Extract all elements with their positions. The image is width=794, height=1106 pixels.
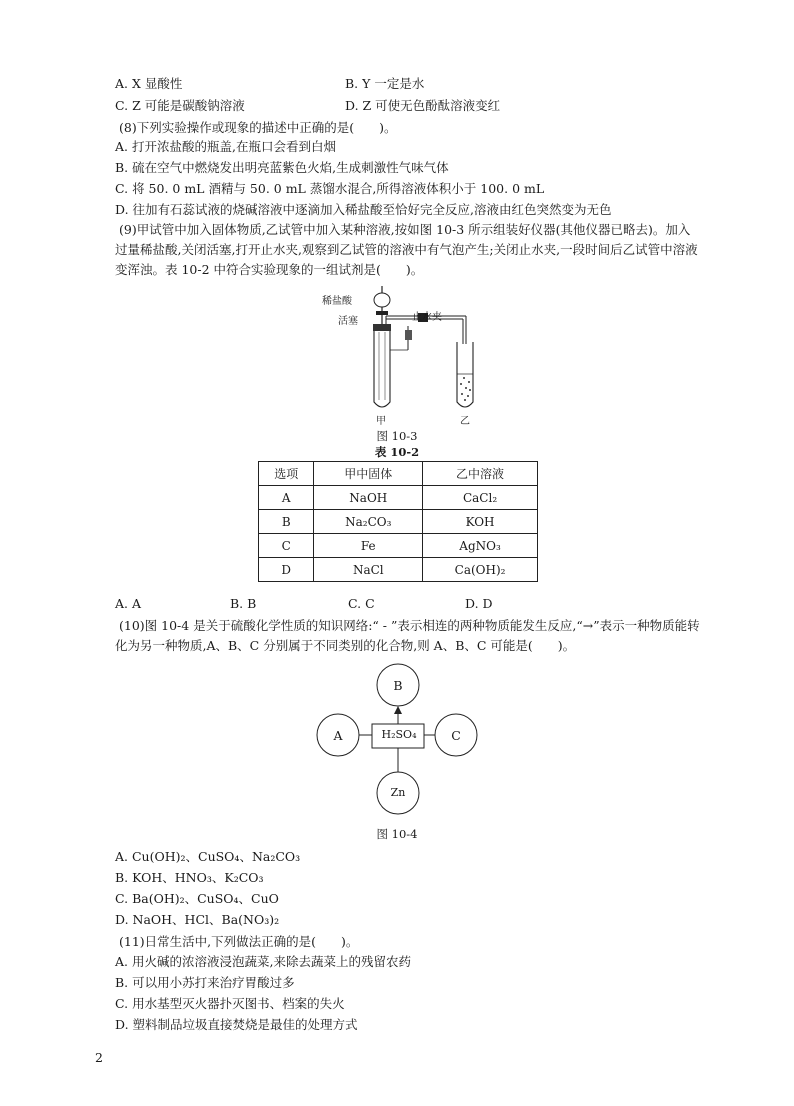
q8-option-b: B. 硫在空气中燃烧发出明亮蓝紫色火焰,生成刺激性气味气体 [115, 160, 449, 175]
table-header: 选项 [259, 462, 314, 486]
q10-option-a: A. Cu(OH)₂、CuSO₄、Na₂CO₃ [115, 849, 301, 864]
q11-option-a: A. 用火碱的浓溶液浸泡蔬菜,来除去蔬菜上的残留农药 [115, 954, 411, 969]
q10-stem: (10)图 10-4 是关于硫酸化学性质的知识网络:“ - ”表示相连的两种物质能发生反应,“→”表示一种物质能转化为另一种物质,A、B、C 分别属于不同类别的化合物,则 A、B、C 可能是( )。 [115, 618, 700, 653]
label-tube-jia: 甲 [376, 416, 386, 427]
q11-option-c: C. 用水基型灭火器扑灭图书、档案的失火 [115, 996, 345, 1011]
node-zn: Zn [390, 786, 406, 799]
q7-option-d: D. Z 可使无色酚酞溶液变红 [345, 98, 501, 113]
q9-option-c: C. C [348, 596, 375, 611]
q7-option-a: A. X 显酸性 [115, 76, 183, 91]
table-row [259, 534, 538, 558]
q11-option-d: D. 塑料制品垃圾直接焚烧是最佳的处理方式 [115, 1017, 358, 1032]
table-10-2-caption: 表 10-2 [374, 445, 420, 459]
q7-option-b: B. Y 一定是水 [345, 76, 425, 91]
q10-option-c: C. Ba(OH)₂、CuSO₄、CuO [115, 891, 279, 906]
table-cell: Ca(OH)₂ [423, 558, 538, 582]
table-row [259, 486, 538, 510]
q8-option-d: D. 往加有石蕊试液的烧碱溶液中逐滴加入稀盐酸至恰好完全反应,溶液由红色突然变为无色 [115, 202, 612, 217]
q8-option-a: A. 打开浓盐酸的瓶盖,在瓶口会看到白烟 [115, 139, 336, 154]
table-cell: CaCl₂ [423, 486, 538, 510]
table-row [259, 510, 538, 534]
q10-option-b: B. KOH、HNO₃、K₂CO₃ [115, 870, 264, 885]
table-cell: A [259, 486, 314, 510]
figure-10-3-caption: 图 10-3 [376, 429, 418, 443]
q8-option-c: C. 将 50. 0 mL 酒精与 50. 0 mL 蒸馏水混合,所得溶液体积小于 100. 0 mL [115, 181, 545, 196]
q10-option-d: D. NaOH、HCl、Ba(NO₃)₂ [115, 912, 280, 927]
table-cell: Fe [314, 534, 423, 558]
q11-stem: (11)日常生活中,下列做法正确的是( )。 [119, 934, 359, 949]
figure-10-4-caption: 图 10-4 [376, 827, 418, 841]
label-tube-yi: 乙 [460, 416, 470, 427]
table-header-row [259, 462, 538, 486]
node-h2so4: H₂SO₄ [381, 728, 417, 741]
table-cell: AgNO₃ [423, 534, 538, 558]
q8-stem: (8)下列实验操作或现象的描述中正确的是( )。 [119, 120, 397, 135]
options-table [258, 461, 538, 582]
label-stopcock: 活塞 [338, 316, 358, 327]
label-clamp: 止水夹 [412, 312, 442, 323]
q7-option-c: C. Z 可能是碳酸钠溶液 [115, 98, 245, 113]
table-cell: C [259, 534, 314, 558]
node-a: A [333, 728, 343, 743]
table-cell: NaOH [314, 486, 423, 510]
q9-option-a: A. A [115, 596, 142, 611]
table-header: 甲中固体 [314, 462, 423, 486]
table-cell: D [259, 558, 314, 582]
q11-option-b: B. 可以用小苏打来治疗胃酸过多 [115, 975, 295, 990]
label-acid: 稀盐酸 [322, 296, 352, 307]
table-cell: B [259, 510, 314, 534]
table-row [259, 558, 538, 582]
q9-stem: (9)甲试管中加入固体物质,乙试管中加入某种溶液,按如图 10-3 所示组装好仪器(其他仪器已略去)。加入过量稀盐酸,关闭活塞,打开止水夹,观察到乙试管的溶液中有气泡产生;关闭止水夹,一段时间后乙试管中溶液变浑浊。表 10-2 中符合实验现象的一组试剂是( )。 [115, 222, 698, 277]
table-cell: Na₂CO₃ [314, 510, 423, 534]
table-cell: NaCl [314, 558, 423, 582]
q9-option-d: D. D [465, 596, 493, 611]
page-number: 2 [95, 1050, 103, 1065]
q9-option-b: B. B [230, 596, 257, 611]
node-c: C [451, 728, 461, 743]
table-cell: KOH [423, 510, 538, 534]
table-header: 乙中溶液 [423, 462, 538, 486]
node-b: B [393, 678, 403, 693]
